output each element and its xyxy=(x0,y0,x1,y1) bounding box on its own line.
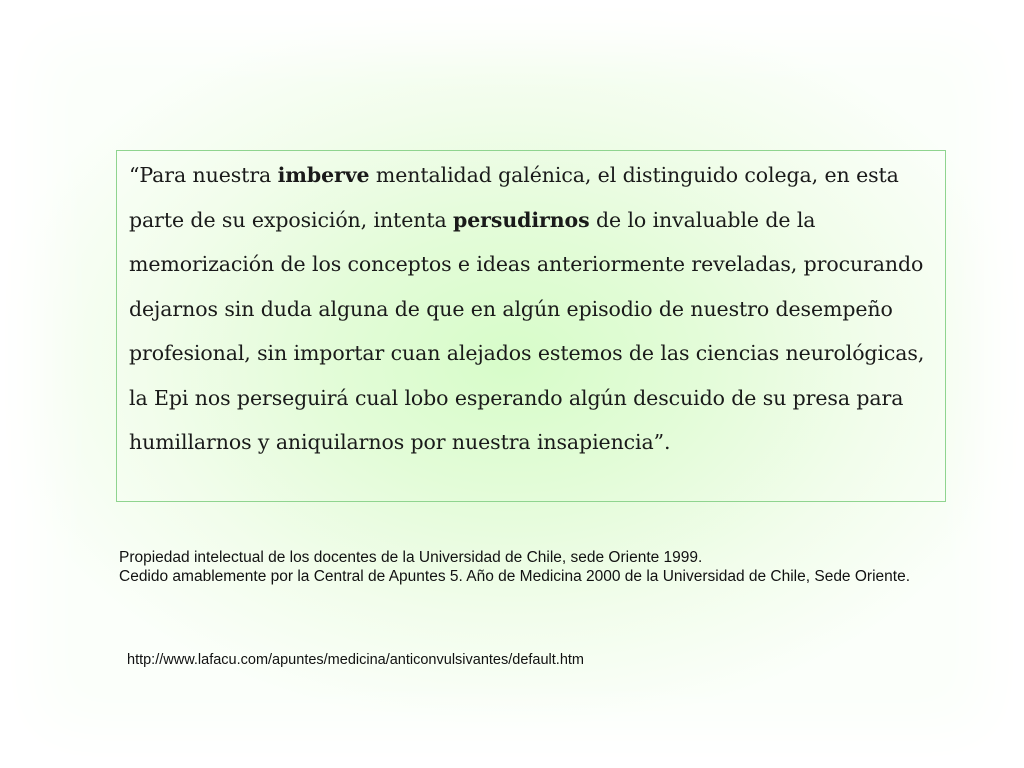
close-quote-mark: ”. xyxy=(653,430,671,454)
quote-text xyxy=(129,153,933,465)
credits-line: Cedido amablemente por la Central de Apuntes 5. Año de Medicina 2000 de la Universidad de Chile, Sede Oriente. xyxy=(119,568,910,585)
quote-segment: Para nuestra xyxy=(139,163,278,187)
quote-box xyxy=(116,150,946,502)
quote-bold-term: imberve xyxy=(277,163,370,187)
open-quote-mark: “ xyxy=(129,163,140,187)
quote-segment: mentalidad galénica, el distinguido colega, en esta parte de su exposición, intenta xyxy=(129,163,899,232)
source-url: http://www.lafacu.com/apuntes/medicina/anticonvulsivantes/default.htm xyxy=(127,652,584,668)
credits xyxy=(119,548,939,586)
credits-line: Propiedad intelectual de los docentes de la Universidad de Chile, sede Oriente 1999. xyxy=(119,549,703,566)
quote-bold-term: persudirnos xyxy=(453,207,590,232)
quote-segment: de lo invaluable de la memorización de los conceptos e ideas anteriormente reveladas, procurando dejarnos sin duda alguna de que en algún episodio de nuestro desempeño profesional, sin importar cuan alejados estemos de las ciencias neurológicas, la Epi nos perseguirá cual lobo esperando algún descuido de su presa para humillarnos y aniquilarnos por nuestra insapiencia xyxy=(129,207,925,454)
